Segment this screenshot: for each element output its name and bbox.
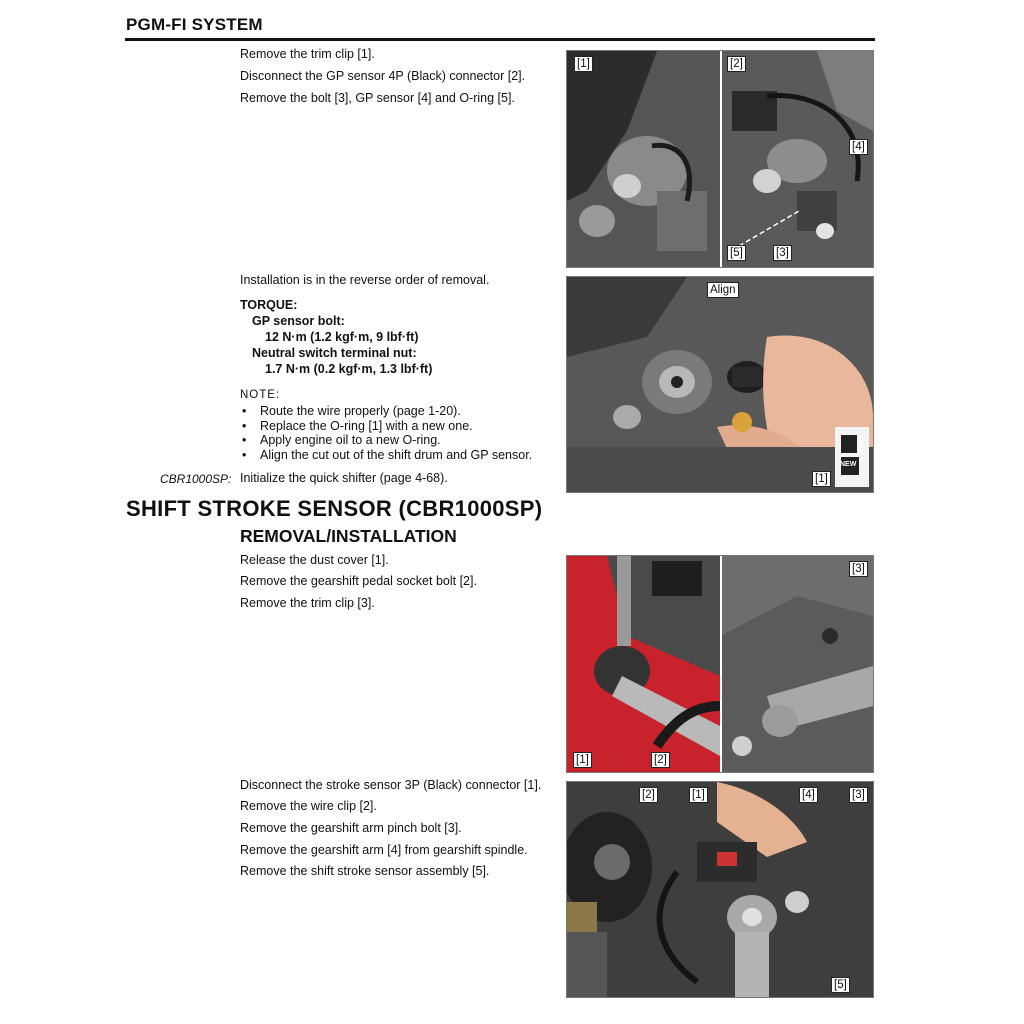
step-text: Remove the gearshift arm pinch bolt [3]. xyxy=(240,821,462,835)
gp-sensor-removal-photo xyxy=(566,50,874,268)
gp-sensor-install-photo xyxy=(566,276,874,493)
step-text: Disconnect the GP sensor 4P (Black) connector [2]. xyxy=(240,69,526,83)
panel-divider xyxy=(720,51,722,267)
step-text: Remove the gearshift pedal socket bolt [2]. xyxy=(240,574,477,588)
torque-item-value: 1.7 N·m (0.2 kgf·m, 1.3 lbf·ft) xyxy=(265,362,433,376)
new-part-icon: NEW xyxy=(840,461,857,468)
callout-label: [5] xyxy=(831,977,850,993)
step-text: Remove the trim clip [1]. xyxy=(240,47,375,61)
note-item: • Replace the O-ring [1] with a new one. xyxy=(240,419,532,434)
callout-label: [2] xyxy=(639,787,658,803)
callout-label: [4] xyxy=(849,139,868,155)
callout-label: [1] xyxy=(574,56,593,72)
callout-label: [3] xyxy=(773,245,792,261)
oil-icon: OIL xyxy=(857,436,864,448)
torque-heading: TORQUE: xyxy=(240,298,298,312)
note-item: • Apply engine oil to a new O-ring. xyxy=(240,433,532,448)
header-rule xyxy=(125,38,875,41)
note-item: • Route the wire properly (page 1-20). xyxy=(240,404,532,419)
torque-item-value: 12 N·m (1.2 kgf·m, 9 lbf·ft) xyxy=(265,330,419,344)
step-text: Release the dust cover [1]. xyxy=(240,553,389,567)
step-text: Remove the wire clip [2]. xyxy=(240,799,377,813)
panel-divider xyxy=(720,556,722,772)
step-text: Remove the shift stroke sensor assembly [5]. xyxy=(240,864,490,878)
callout-label: [2] xyxy=(727,56,746,72)
callout-label: [3] xyxy=(849,561,868,577)
step-text: Remove the gearshift arm [4] from gearshift spindle. xyxy=(240,843,528,857)
callout-label: [5] xyxy=(727,245,746,261)
side-text: Initialize the quick shifter (page 4-68). xyxy=(240,471,448,485)
page-header-title: PGM-FI SYSTEM xyxy=(126,15,263,34)
step-text: Remove the bolt [3], GP sensor [4] and O-ring [5]. xyxy=(240,91,515,105)
torque-item-name: Neutral switch terminal nut: xyxy=(252,346,417,360)
torque-item-name: GP sensor bolt: xyxy=(252,314,345,328)
install-text: Installation is in the reverse order of removal. xyxy=(240,273,490,287)
callout-label: [3] xyxy=(849,787,868,803)
note-item: • Align the cut out of the shift drum and GP sensor. xyxy=(240,448,532,463)
note-list xyxy=(240,404,532,462)
callout-label: [2] xyxy=(651,752,670,768)
callout-label: [1] xyxy=(689,787,708,803)
step-text: Disconnect the stroke sensor 3P (Black) connector [1]. xyxy=(240,778,542,792)
callout-label: [1] xyxy=(812,471,831,487)
section-title: SHIFT STROKE SENSOR (CBR1000SP) xyxy=(126,496,543,521)
callout-label: [4] xyxy=(799,787,818,803)
align-callout: Align xyxy=(707,282,739,298)
model-side-label: CBR1000SP: xyxy=(160,472,232,486)
note-heading: NOTE: xyxy=(240,389,281,401)
gearshift-pedal-photo xyxy=(566,555,874,773)
step-text: Remove the trim clip [3]. xyxy=(240,596,375,610)
section-subtitle: REMOVAL/INSTALLATION xyxy=(240,526,457,546)
callout-label: [1] xyxy=(573,752,592,768)
stroke-sensor-photo xyxy=(566,781,874,998)
